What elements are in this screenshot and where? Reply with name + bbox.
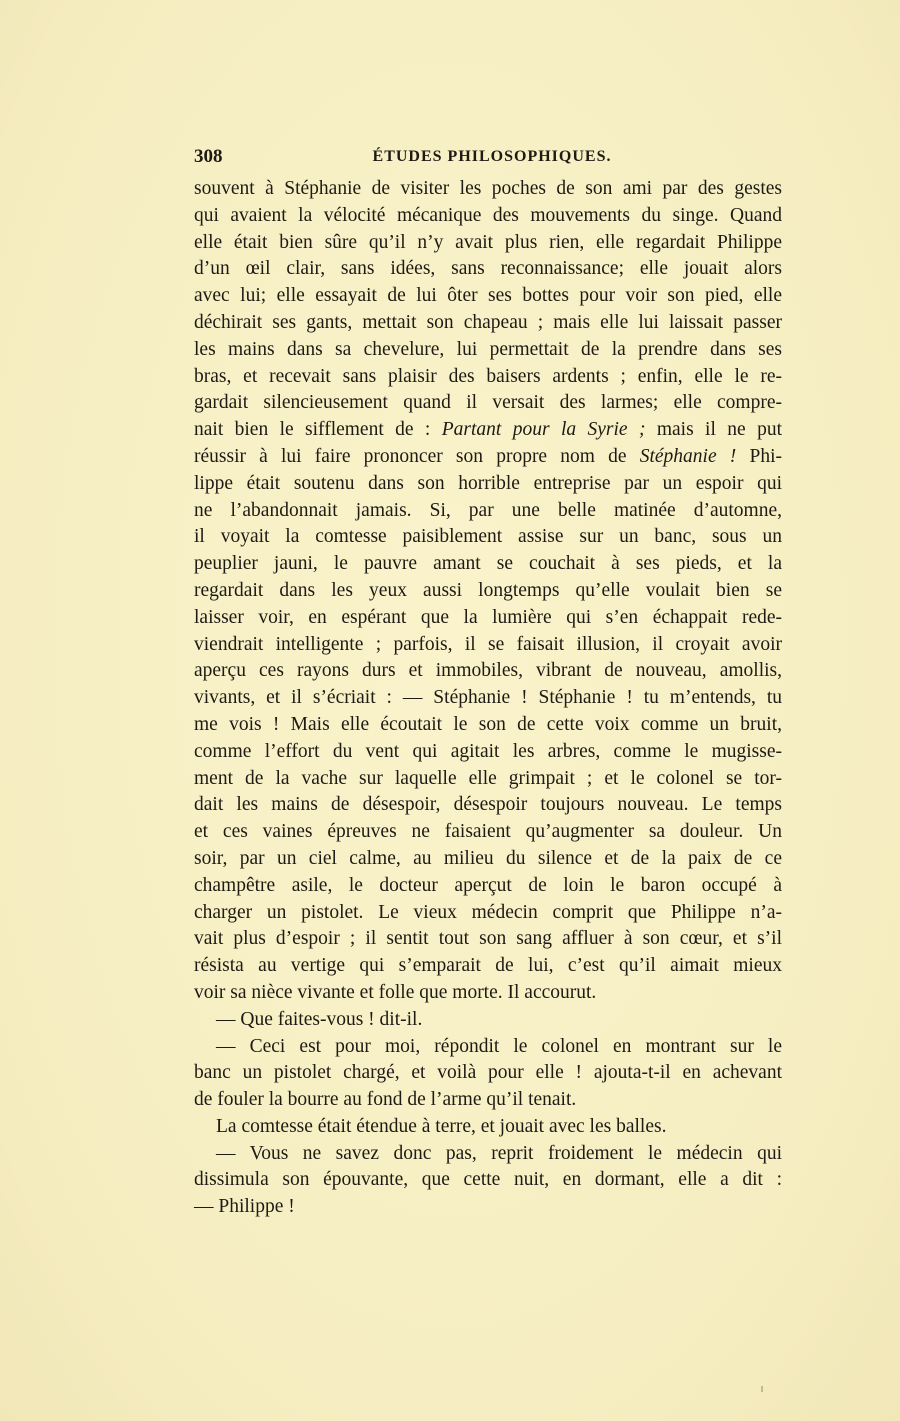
- text-line: [194, 632, 782, 659]
- italic-text: Partant pour la Syrie ;: [441, 419, 646, 441]
- text-run: banc un pistolet chargé, et voilà pour elle ! ajouta-t-il en achevant: [194, 1062, 782, 1084]
- text-line: [194, 310, 782, 337]
- text-run: — Que faites-vous ! dit-il.: [216, 1008, 423, 1030]
- text-run: avec lui; elle essayait de lui ôter ses bottes pour voir son pied, elle: [194, 285, 782, 307]
- text-line: [194, 980, 782, 1007]
- text-run: soir, par un ciel calme, au milieu du silence et de la paix de ce: [194, 847, 782, 869]
- text-run: voir sa nièce vivante et folle que morte. Il accourut.: [194, 981, 597, 1003]
- text-line: [194, 498, 782, 525]
- text-run: résista au vertige qui s’emparait de lui, c’est qu’il aimait mieux: [194, 955, 782, 977]
- text-run: et ces vaines épreuves ne faisaient qu’augmenter sa douleur. Un: [194, 821, 782, 843]
- page-body-text: [194, 176, 782, 1221]
- page-number: 308: [194, 146, 223, 167]
- text-run: comme l’effort du vent qui agitait les arbres, comme le mugisse-: [194, 740, 782, 762]
- text-line: [194, 1167, 782, 1194]
- text-run: viendrait intelligente ; parfois, il se faisait illusion, il croyait avoir: [194, 633, 782, 655]
- text-line: [194, 1114, 782, 1141]
- text-line: [194, 685, 782, 712]
- text-run: d’un œil clair, sans idées, sans reconnaissance; elle jouait alors: [194, 258, 782, 280]
- text-run: de fouler la bourre au fond de l’arme qu’il tenait.: [194, 1089, 577, 1111]
- text-run: peuplier jauni, le pauvre amant se couchait à ses pieds, et la: [194, 553, 782, 575]
- text-run: vait plus d’espoir ; il sentit tout son sang affluer à son cœur, et s’il: [194, 928, 782, 950]
- text-run: nait bien le sifflement de :: [194, 419, 442, 441]
- text-run: La comtesse était étendue à terre, et jouait avec les balles.: [216, 1115, 667, 1137]
- text-run: — Vous ne savez donc pas, reprit froidement le médecin qui: [216, 1142, 782, 1164]
- text-line: [194, 337, 782, 364]
- text-run: mais il ne put: [645, 419, 782, 441]
- text-run: déchirait ses gants, mettait son chapeau ; mais elle lui laissait passer: [194, 311, 782, 333]
- text-run: — Philippe !: [194, 1196, 295, 1218]
- paper-speck: [761, 1386, 763, 1392]
- text-line: [194, 953, 782, 980]
- text-run: Phi-: [736, 445, 782, 467]
- text-run: — Ceci est pour moi, répondit le colonel en montrant sur le: [216, 1035, 782, 1057]
- text-run: charger un pistolet. Le vieux médecin comprit que Philippe n’a-: [194, 901, 782, 923]
- text-run: dait les mains de désespoir, désespoir toujours nouveau. Le temps: [194, 794, 782, 816]
- text-line: [194, 873, 782, 900]
- text-run: ne l’abandonnait jamais. Si, par une belle matinée d’automne,: [194, 499, 782, 521]
- text-line: [194, 1194, 782, 1221]
- running-title: ÉTUDES PHILOSOPHIQUES.: [372, 148, 612, 165]
- text-run: elle était bien sûre qu’il n’y avait plus rien, elle regardait Philippe: [194, 231, 782, 253]
- text-run: lippe était soutenu dans son horrible entreprise par un espoir qui: [194, 472, 782, 494]
- text-line: [194, 658, 782, 685]
- text-line: [194, 578, 782, 605]
- text-line: [194, 524, 782, 551]
- text-run: souvent à Stéphanie de visiter les poches de son ami par des gestes: [194, 178, 782, 199]
- text-run: aperçu ces rayons durs et immobiles, vibrant de nouveau, amollis,: [194, 660, 782, 682]
- text-line: [194, 390, 782, 417]
- text-line: [194, 819, 782, 846]
- page-header: [194, 146, 782, 170]
- text-line: [194, 551, 782, 578]
- text-run: laisser voir, en espérant que la lumière qui s’en échappait rede-: [194, 606, 782, 628]
- text-run: réussir à lui faire prononcer son propre nom de: [194, 445, 640, 467]
- text-line: [194, 1087, 782, 1114]
- text-line: [194, 176, 782, 203]
- italic-text: Stéphanie !: [639, 445, 737, 467]
- text-run: bras, et recevait sans plaisir des baisers ardents ; enfin, elle le re-: [194, 365, 782, 387]
- text-line: [194, 471, 782, 498]
- text-run: vivants, et il s’écriait : — Stéphanie ! Stéphanie ! tu m’entends, tu: [194, 687, 782, 709]
- text-line: [194, 712, 782, 739]
- text-line: [194, 230, 782, 257]
- text-line: [194, 1007, 782, 1034]
- text-line: [194, 766, 782, 793]
- text-run: dissimula son épouvante, que cette nuit, en dormant, elle a dit :: [194, 1169, 782, 1191]
- text-line: [194, 846, 782, 873]
- text-line: [194, 364, 782, 391]
- text-line: [194, 739, 782, 766]
- text-run: les mains dans sa chevelure, lui permettait de la prendre dans ses: [194, 338, 782, 360]
- text-line: [194, 1034, 782, 1061]
- text-run: il voyait la comtesse paisiblement assise sur un banc, sous un: [194, 526, 782, 548]
- text-line: [194, 792, 782, 819]
- text-line: [194, 203, 782, 230]
- text-line: [194, 1060, 782, 1087]
- text-line: [194, 283, 782, 310]
- text-run: regardait dans les yeux aussi longtemps qu’elle voulait bien se: [194, 579, 782, 601]
- text-line: [194, 1141, 782, 1168]
- text-line: [194, 417, 782, 444]
- text-run: gardait silencieusement quand il versait des larmes; elle compre-: [194, 392, 782, 414]
- text-run: me vois ! Mais elle écoutait le son de cette voix comme un bruit,: [194, 713, 782, 735]
- text-line: [194, 444, 782, 471]
- text-run: ment de la vache sur laquelle elle grimpait ; et le colonel se tor-: [194, 767, 782, 789]
- text-run: qui avaient la vélocité mécanique des mouvements du singe. Quand: [194, 204, 782, 226]
- text-line: [194, 926, 782, 953]
- text-line: [194, 256, 782, 283]
- text-line: [194, 605, 782, 632]
- text-run: champêtre asile, le docteur aperçut de loin le baron occupé à: [194, 874, 782, 896]
- text-line: [194, 900, 782, 927]
